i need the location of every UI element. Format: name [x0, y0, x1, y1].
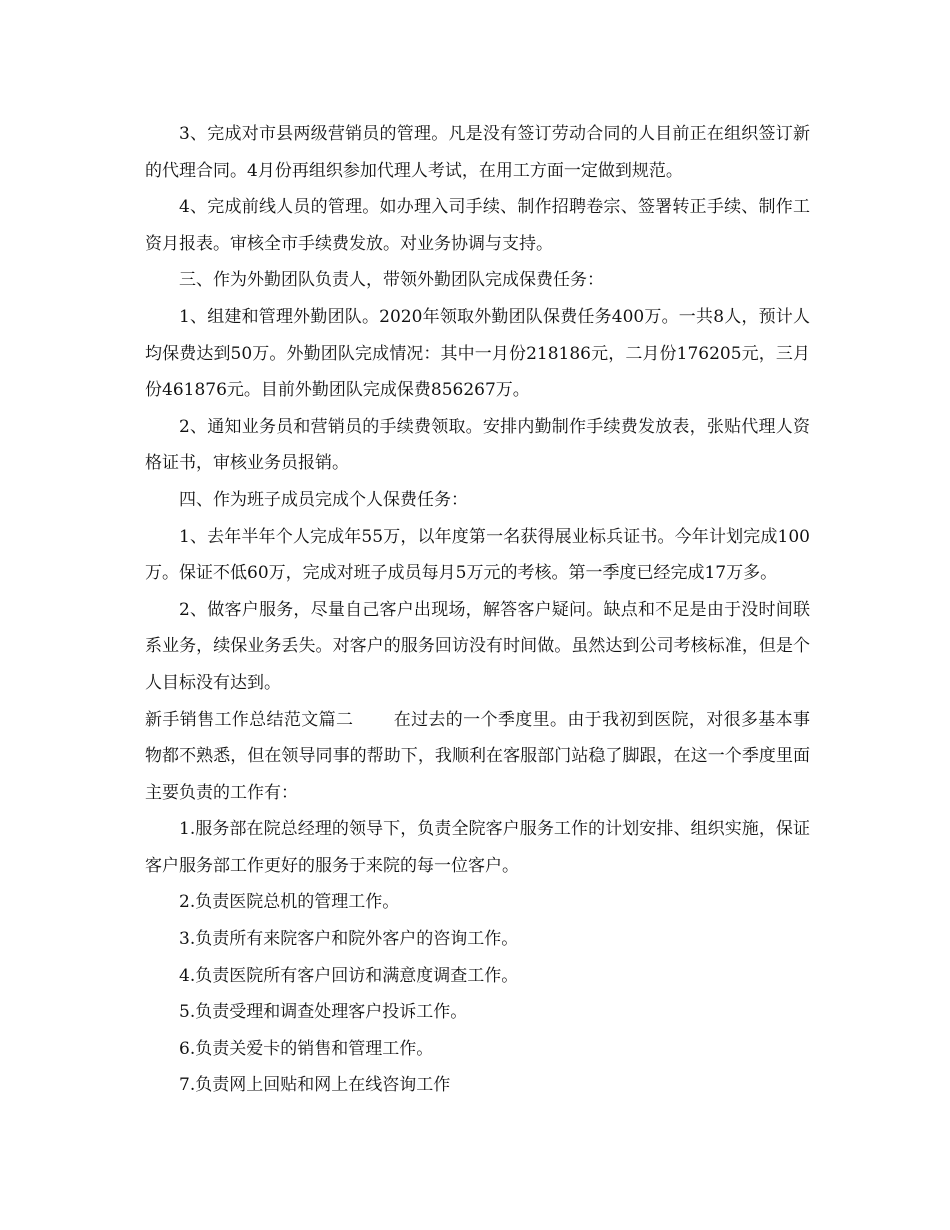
paragraph-frontline-management: 4、完成前线人员的管理。如办理入司手续、制作招聘卷宗、签署转正手续、制作工资月报表。审核全市手续费发放。对业务协调与支持。 [145, 197, 810, 254]
list-item-4: 4.负责医院所有客户回访和满意度调查工作。 [179, 965, 519, 986]
paragraph-field-team-build: 1、组建和管理外勤团队。2020年领取外勤团队保费任务400万。一共8人，预计人均保费达到50万。外勤团队完成情况：其中一月份218186元，二月份176205元，三月份461876元。目前外勤团队完成保费856267万。 [145, 306, 810, 401]
list-item-7: 7.负责网上回贴和网上在线咨询工作 [179, 1075, 451, 1096]
list-item-5: 5.负责受理和调查处理客户投诉工作。 [179, 1002, 468, 1023]
heading-field-team: 三、作为外勤团队负责人，带领外勤团队完成保费任务： [179, 270, 604, 291]
paragraph-commission-notice: 2、通知业务员和营销员的手续费领取。安排内勤制作手续费发放表，张贴代理人资格证书，审核业务员报销。 [145, 416, 810, 474]
paragraph-personal-result: 1、去年半年个人完成年55万，以年度第一名获得展业标兵证书。今年计划完成100万。保证不低60万，完成对班子成员每月5万元的考核。第一季度已经完成17万多。 [145, 526, 810, 584]
document-page [145, 116, 810, 1104]
paragraph-customer-service: 2、做客户服务，尽量自己客户出现场，解答客户疑问。缺点和不足是由于没时间联系业务，续保业务丢失。对客户的服务回访没有时间做。虽然达到公司考核标准，但是个人目标没有达到。 [145, 599, 810, 693]
list-item-6: 6.负责关爱卡的销售和管理工作。 [179, 1038, 434, 1059]
list-item-3: 3.负责所有来院客户和院外客户的咨询工作。 [179, 929, 519, 950]
heading-personal-premium: 四、作为班子成员完成个人保费任务： [179, 489, 468, 510]
section2-intro-paragraph [145, 702, 810, 812]
paragraph-marketer-management: 3、完成对市县两级营销员的管理。凡是没有签订劳动合同的人目前正在组织签订新的代理合同。4月份再组织参加代理人考试，在用工方面一定做到规范。 [145, 124, 810, 181]
list-item-1: 1.服务部在院总经理的领导下，负责全院客户服务工作的计划安排、组织实施，保证客户服务部工作更好的服务于来院的每一位客户。 [145, 819, 810, 876]
section2-intro: 在过去的一个季度里。由于我初到医院，对很多基本事物都不熟悉，但在领导同事的帮助下，我顺利在客服部门站稳了脚跟，在这一个季度里面主要负责的工作有： [145, 709, 811, 803]
section2-heading: 新手销售工作总结范文篇二 [145, 709, 354, 730]
list-item-2: 2.负责医院总机的管理工作。 [179, 892, 400, 913]
